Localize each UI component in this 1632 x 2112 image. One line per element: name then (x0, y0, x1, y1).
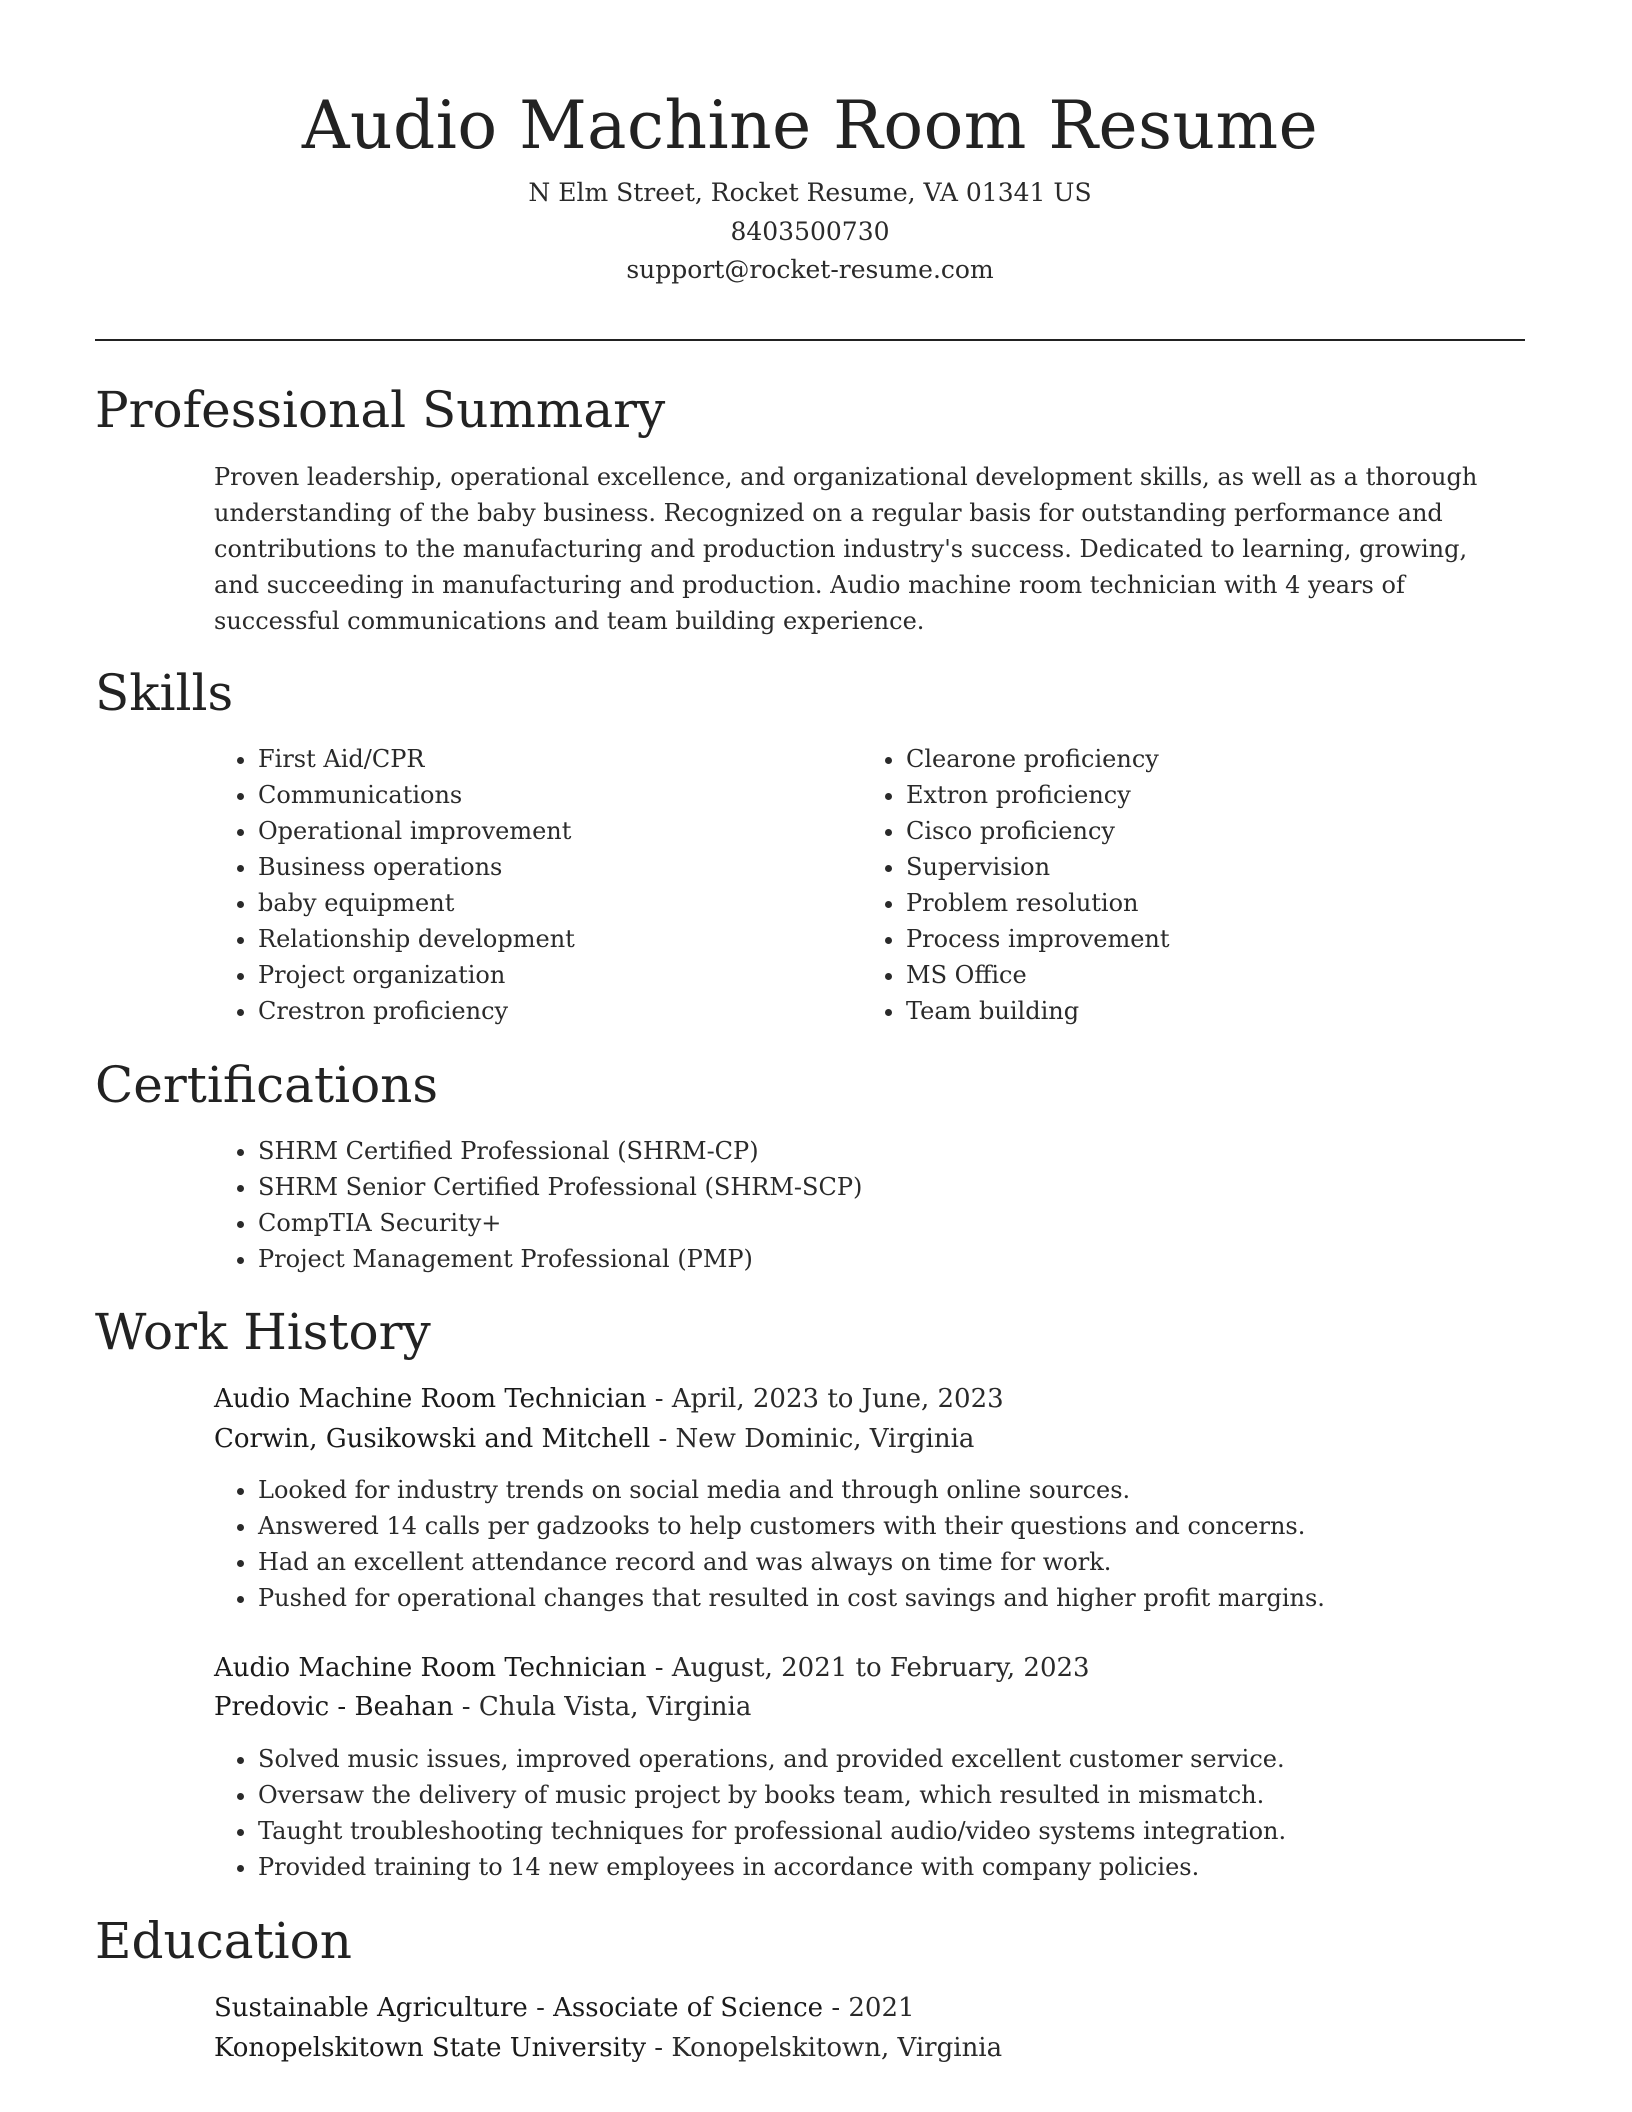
separator: - (527, 1993, 554, 2023)
contact-email: support@rocket-resume.com (626, 255, 994, 284)
header-divider (95, 339, 1525, 341)
job-company-line (214, 1419, 974, 1459)
skills-list-left (214, 741, 575, 1029)
certification-item: • CompTIA Security+ (258, 1205, 862, 1241)
certifications-heading: Certifications (95, 1056, 439, 1114)
education-year: 2021 (848, 1993, 915, 2023)
resume-title: Audio Machine Room Resume (301, 87, 1319, 164)
certification-item: • Project Management Professional (PMP) (258, 1241, 862, 1277)
skill-item: • Clearone proficiency (906, 741, 1170, 777)
job-bullet: • Provided training to 14 new employees in accordance with company policies. (258, 1849, 1286, 1885)
job-dates: April, 2023 to June, 2023 (671, 1384, 1004, 1414)
skill-item: • First Aid/CPR (258, 741, 575, 777)
resume-header (95, 78, 1525, 290)
education-degree-line (214, 1988, 915, 2028)
job-bullet: • Answered 14 calls per gadzooks to help customers with their questions and concerns. (258, 1508, 1325, 1544)
skill-item: • Cisco proficiency (906, 813, 1170, 849)
job-company: Predovic - Beahan (214, 1692, 454, 1722)
job-bullets (214, 1472, 1325, 1616)
job-location: New Dominic, Virginia (675, 1424, 975, 1454)
certification-item: • SHRM Senior Certified Professional (SHRM-SCP) (258, 1169, 862, 1205)
skill-item: • Relationship development (258, 921, 575, 957)
skill-item: • Team building (906, 993, 1170, 1029)
separator: - (646, 2033, 672, 2063)
work-history-heading: Work History (95, 1303, 431, 1361)
certifications-list (214, 1133, 862, 1277)
job-title-line (214, 1379, 1004, 1419)
skill-item: • Process improvement (906, 921, 1170, 957)
job-bullet: • Taught troubleshooting techniques for professional audio/video systems integration. (258, 1813, 1286, 1849)
separator: - (646, 1653, 672, 1683)
job-role: Audio Machine Room Technician (214, 1384, 647, 1414)
job-role: Audio Machine Room Technician (214, 1653, 647, 1683)
job-location: Chula Vista, Virginia (478, 1692, 752, 1722)
education-field: Sustainable Agriculture (214, 1993, 528, 2023)
contact-phone: 8403500730 (730, 216, 890, 246)
education-school-line (214, 2028, 1002, 2068)
contact-address: N Elm Street, Rocket Resume, VA 01341 US (528, 178, 1092, 207)
skill-item: • Crestron proficiency (258, 993, 575, 1029)
certification-item: • SHRM Certified Professional (SHRM-CP) (258, 1133, 862, 1169)
skill-item: • Operational improvement (258, 813, 575, 849)
education-degree: Associate of Science (553, 1993, 824, 2023)
education-location: Konopelskitown, Virginia (671, 2033, 1003, 2063)
education-heading: Education (95, 1912, 352, 1970)
skills-list-right (862, 741, 1170, 1029)
job-company: Corwin, Gusikowski and Mitchell (214, 1424, 651, 1454)
skills-heading: Skills (95, 664, 234, 722)
job-bullets (214, 1741, 1286, 1885)
skill-item: • Problem resolution (906, 885, 1170, 921)
summary-text: Proven leadership, operational excellence, and organizational development skills, as well as a thorough understanding of the baby business. Recognized on a regular basis for outstanding performance and contributions to the manufacturing and production industry's success. Dedicated to learning, growing, and succeeding in manufacturing and production. Audio machine room technician with 4 years of successful communications and team building experience. (214, 463, 1478, 635)
skill-item: • Extron proficiency (906, 777, 1170, 813)
job-company-line (214, 1687, 751, 1727)
separator: - (823, 1993, 849, 2023)
skill-item: • Communications (258, 777, 575, 813)
separator: - (453, 1692, 479, 1722)
job-bullet: • Oversaw the delivery of music project by books team, which resulted in mismatch. (258, 1777, 1286, 1813)
summary-heading: Professional Summary (95, 381, 666, 439)
job-bullet: • Had an excellent attendance record and was always on time for work. (258, 1544, 1325, 1580)
separator: - (646, 1384, 672, 1414)
job-bullet: • Pushed for operational changes that resulted in cost savings and higher profit margins. (258, 1580, 1325, 1616)
skill-item: • Project organization (258, 957, 575, 993)
skill-item: • baby equipment (258, 885, 575, 921)
separator: - (650, 1424, 676, 1454)
job-bullet: • Looked for industry trends on social media and through online sources. (258, 1472, 1325, 1508)
job-title-line (214, 1648, 1090, 1688)
skill-item: • Supervision (906, 849, 1170, 885)
skill-item: • Business operations (258, 849, 575, 885)
job-bullet: • Solved music issues, improved operations, and provided excellent customer service. (258, 1741, 1286, 1777)
skill-item: • MS Office (906, 957, 1170, 993)
education-school: Konopelskitown State University (214, 2033, 647, 2063)
job-dates: August, 2021 to February, 2023 (671, 1653, 1090, 1683)
